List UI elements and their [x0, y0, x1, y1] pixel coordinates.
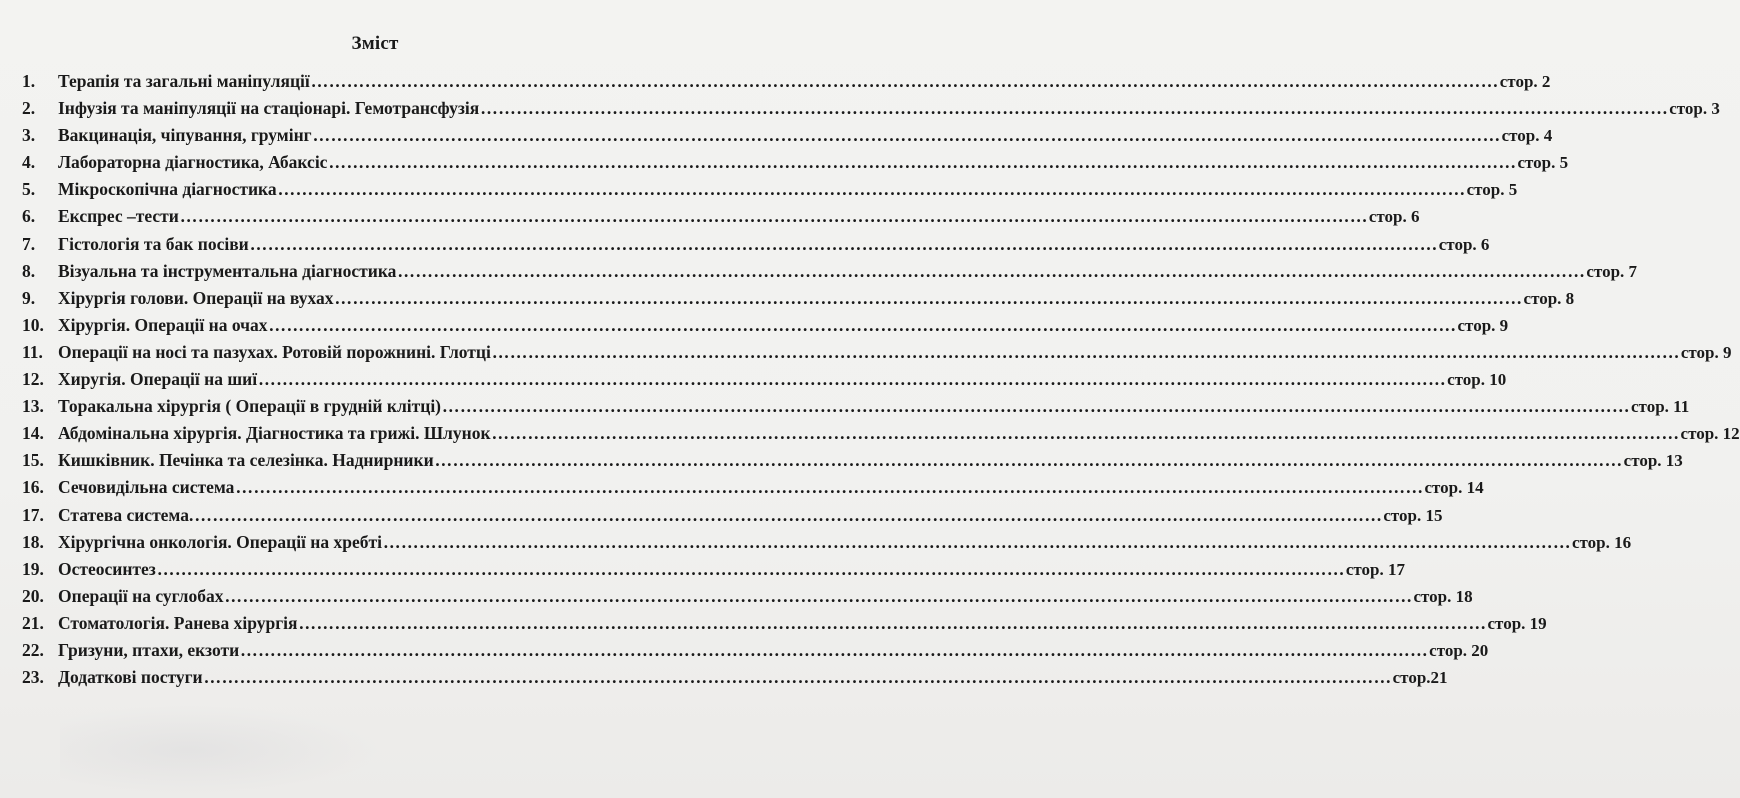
- dot-leader: [335, 285, 1523, 312]
- toc-entry-title: Інфузія та маніпуляції на стаціонарі. Гемотрансфузія: [58, 98, 480, 119]
- toc-entry: [22, 258, 1638, 285]
- dot-leader: [157, 556, 1345, 583]
- toc-entry: [22, 312, 1509, 339]
- toc-entry-page: стор. 3: [1669, 99, 1720, 119]
- toc-entry-title: Операції на носі та пазухах. Ротовій порожнині. Глотці: [58, 341, 491, 362]
- dot-leader: [180, 203, 1368, 230]
- dot-leader: [204, 664, 1392, 691]
- toc-entry-title: Остеосинтез: [58, 558, 156, 579]
- toc-entry-title: Гризуни, птахи, екзоти: [58, 639, 240, 660]
- toc-entry-page: стор. 5: [1517, 153, 1569, 173]
- toc-entry-page: стор. 7: [1586, 261, 1638, 281]
- dot-leader: [397, 258, 1585, 285]
- toc-entry: [22, 122, 1553, 149]
- toc-entry: [22, 68, 1551, 95]
- toc-entry-number: 12.: [22, 369, 44, 390]
- toc-entry-page: стор. 16: [1571, 532, 1632, 552]
- toc-entry: [22, 610, 1547, 637]
- toc-entry-page: стор. 20: [1429, 640, 1489, 660]
- dot-leader: [235, 474, 1423, 501]
- toc-entry-page: стор.21: [1392, 668, 1448, 688]
- dot-leader: [492, 339, 1680, 366]
- toc-entry-title: Хірургія. Операції на очах: [58, 314, 268, 335]
- toc-entry-page: стор. 9: [1457, 315, 1509, 335]
- toc-entry-title: Додаткові постуги: [58, 667, 203, 688]
- toc-entry-page: стор. 9: [1680, 342, 1732, 362]
- toc-entry-title: Кишківник. Печінка та селезінка. Наднирники: [58, 450, 434, 471]
- page-title: Зміст: [351, 33, 399, 54]
- toc-entry-title: Хірургія голови. Операції на вухах: [58, 287, 334, 308]
- toc-entry-page: стор. 14: [1424, 478, 1484, 498]
- toc-entry-number: 2.: [22, 98, 36, 119]
- toc-entry-title: Експрес –тести: [58, 206, 179, 227]
- dot-leader: [383, 529, 1571, 556]
- dot-leader: [313, 122, 1501, 149]
- toc-entry-title: Хиругія. Операції на шиї: [58, 369, 258, 390]
- toc-entry-page: стор. 18: [1413, 586, 1473, 606]
- toc-entry-number: 9.: [22, 287, 36, 308]
- dot-leader: [311, 68, 1499, 95]
- toc-entry-title: Мікроскопічна діагностика: [58, 179, 277, 200]
- dot-leader: [442, 393, 1630, 420]
- toc-entry-page: стор. 11: [1631, 397, 1690, 417]
- dot-leader: [269, 312, 1457, 339]
- toc-entry: [22, 420, 1740, 447]
- dot-leader: [225, 583, 1413, 610]
- toc-entry: [22, 285, 1575, 312]
- dot-leader: [258, 366, 1446, 393]
- toc-entry: [22, 366, 1507, 393]
- toc-entry: [22, 149, 1569, 176]
- toc-entry-number: 8.: [22, 260, 36, 281]
- toc-entry: [22, 474, 1484, 501]
- table-of-contents: [22, 68, 1740, 691]
- toc-entry-number: 4.: [22, 152, 36, 173]
- toc-entry-number: 23.: [22, 667, 44, 688]
- toc-entry-page: стор. 19: [1487, 613, 1547, 633]
- toc-entry-title: Сечовидільна система: [58, 477, 235, 498]
- toc-entry-number: 22.: [22, 639, 44, 660]
- toc-entry-page: стор. 4: [1501, 126, 1553, 146]
- toc-entry-number: 16.: [22, 477, 44, 498]
- toc-entry: [22, 637, 1489, 664]
- dot-leader: [299, 610, 1487, 637]
- toc-entry-title: Вакцинація, чіпування, грумінг: [58, 125, 312, 146]
- toc-entry-number: 21.: [22, 612, 44, 633]
- toc-entry-page: стор. 17: [1345, 559, 1405, 579]
- toc-entry-page: стор. 2: [1499, 72, 1551, 91]
- dot-leader: [250, 231, 1438, 258]
- toc-entry: [22, 231, 1490, 258]
- toc-entry: [22, 447, 1683, 474]
- toc-entry: [22, 556, 1405, 583]
- toc-entry-title: Стоматологія. Ранева хірургія: [58, 612, 298, 633]
- toc-entry-number: 14.: [22, 423, 44, 444]
- toc-entry-number: 18.: [22, 531, 44, 552]
- toc-entry: [22, 339, 1732, 366]
- show-through-shadow: [60, 705, 380, 795]
- toc-entry-number: 13.: [22, 396, 44, 417]
- toc-entry-number: 3.: [22, 125, 36, 146]
- dot-leader: [492, 420, 1680, 447]
- toc-entry-number: 19.: [22, 558, 44, 579]
- toc-entry-number: 10.: [22, 314, 44, 335]
- dot-leader: [435, 447, 1623, 474]
- toc-entry-page: стор. 5: [1466, 180, 1518, 200]
- toc-entry: [22, 176, 1518, 203]
- toc-entry-title: Гістологія та бак посіви: [58, 233, 249, 254]
- toc-entry: [22, 393, 1690, 420]
- dot-leader: [328, 149, 1516, 176]
- toc-entry-title: Абдомінальна хірургія. Діагностика та грижі. Шлунок: [58, 423, 491, 444]
- toc-entry-page: стор. 8: [1523, 288, 1575, 308]
- toc-entry-title: Хірургічна онкологія. Операції на хребті: [58, 531, 382, 552]
- toc-entry-page: стор. 6: [1438, 234, 1490, 254]
- toc-entry-number: 7.: [22, 233, 36, 254]
- toc-entry-title: Торакальна хірургія ( Операції в грудній клітці): [58, 396, 442, 417]
- toc-entry: [22, 529, 1632, 556]
- dot-leader: [240, 637, 1428, 664]
- toc-entry-title: Візуальна та інструментальна діагностика: [58, 260, 397, 281]
- toc-entry-page: стор. 15: [1383, 505, 1443, 525]
- toc-entry: [22, 664, 1448, 691]
- toc-entry-number: 11.: [22, 341, 43, 362]
- toc-entry-number: 5.: [22, 179, 36, 200]
- toc-entry-page: стор. 13: [1623, 451, 1683, 471]
- toc-entry-number: 17.: [22, 504, 44, 525]
- toc-entry: [22, 583, 1473, 610]
- dot-leader: [480, 95, 1668, 122]
- toc-entry-title: Операції на суглобах: [58, 585, 224, 606]
- toc-entry: [22, 95, 1720, 122]
- toc-entry-title: Статева система.: [58, 504, 194, 525]
- toc-entry-title: Терапія та загальні маніпуляції: [58, 71, 310, 91]
- toc-entry-page: стор. 6: [1368, 207, 1420, 227]
- toc-entry-number: 1.: [22, 71, 36, 91]
- toc-entry-page: стор. 12: [1680, 424, 1740, 444]
- dot-leader: [194, 502, 1382, 529]
- toc-entry-page: стор. 10: [1447, 370, 1507, 390]
- toc-entry-number: 20.: [22, 585, 44, 606]
- toc-entry-number: 15.: [22, 450, 44, 471]
- dot-leader: [278, 176, 1466, 203]
- toc-entry-number: 6.: [22, 206, 36, 227]
- toc-entry: [22, 502, 1443, 529]
- toc-entry: [22, 203, 1420, 230]
- toc-entry-title: Лабораторна діагностика, Абаксіс: [58, 152, 328, 173]
